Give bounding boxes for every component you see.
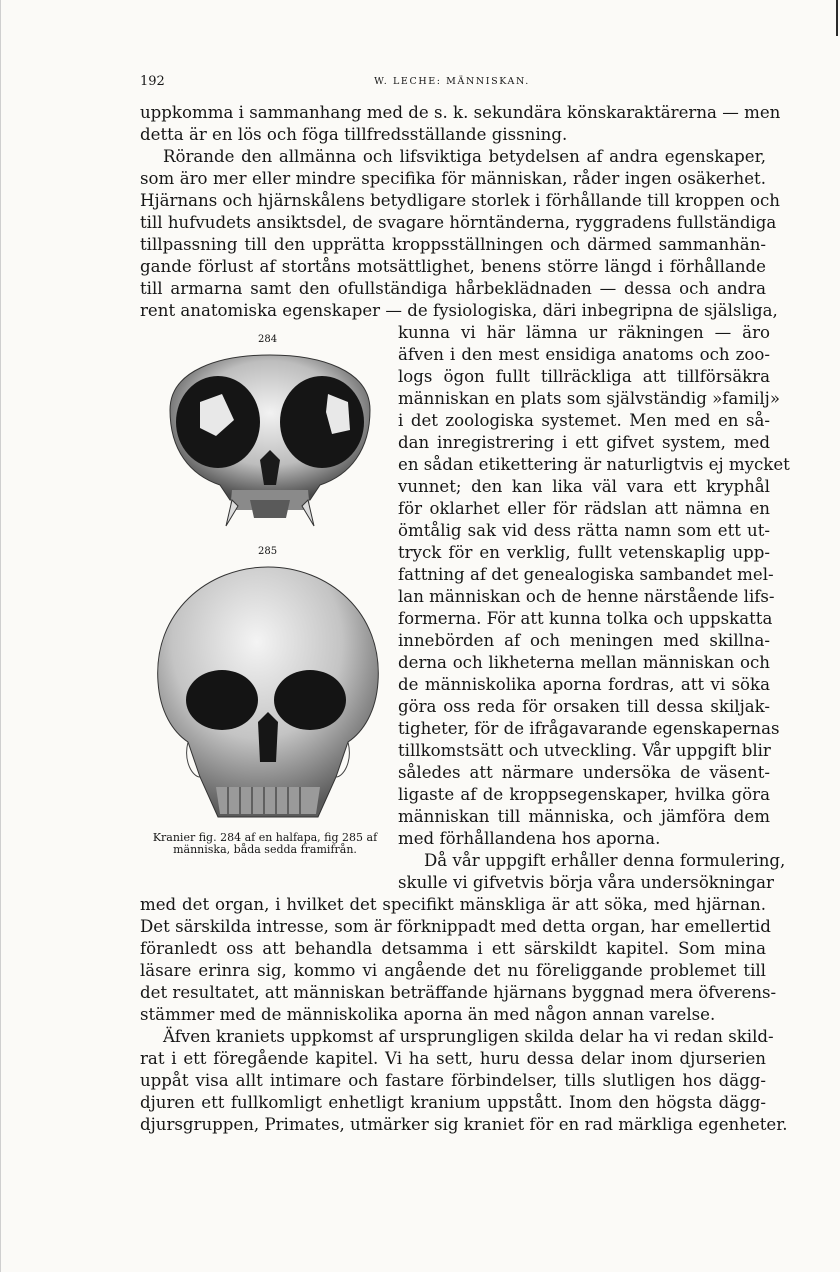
column-line: äfven i den mest ensidiga anatoms och zoo- [398,345,770,364]
text-line: djuren ett fullkomligt enhetligt kranium uppstått. Inom den högsta dägg- [140,1093,766,1112]
column-line: vunnet; den kan lika väl vara ett kryphål [398,477,770,496]
column-line: logs ögon fullt tillräckliga att tillförsäkra [398,367,770,386]
page-header [140,74,764,94]
text-line: läsare erinra sig, kommo vi angående det nu föreliggande problemet till [140,961,766,980]
text-line: stämmer med de människolika aporna än med någon annan varelse. [140,1005,716,1024]
column-line: Då vår uppgift erhåller denna formulering, [424,851,786,870]
figure-human-skull [148,562,386,830]
text-line: uppåt visa allt intimare och fastare förbindelser, tills slutligen hos dägg- [140,1071,766,1090]
column-line: derna och likheterna mellan människan och [398,653,770,672]
text-line: detta är en lös och föga tillfredsställande gissning. [140,125,568,144]
running-title: W. LECHE: MÄNNISKAN. [374,76,530,87]
caption-line: människa, båda sedda framifrån. [173,843,357,856]
text-line: som äro mer eller mindre specifika för människan, råder ingen osäkerhet. [140,169,766,188]
column-line: för oklarhet eller för rädslan att nämna en [398,499,770,518]
text-line: till armarna samt den ofullständiga hårbeklädnaden — dessa och andra [140,279,766,298]
text-line: Äfven kraniets uppkomst af ursprungligen skilda delar ha vi redan skild- [163,1027,774,1046]
column-line: således att närmare undersöka de väsent- [398,763,770,782]
column-line: tillkomstsätt och utveckling. Vår uppgift blir [398,741,771,760]
caption-line: Kranier fig. 284 af en halfapa, fig 285 af [152,831,378,844]
column-line: ömtålig sak vid dess rätta namn som ett ut- [398,521,770,540]
figure-number-285: 285 [258,546,278,557]
column-line: en sådan etikettering är naturligtvis ej mycket [398,455,790,474]
column-line: innebörden af och meningen med skillna- [398,631,770,650]
text-line: uppkomma i sammanhang med de s. k. sekundära könskaraktärerna — men [140,103,781,122]
column-line: ligaste af de kroppsegenskaper, hvilka göra [398,785,770,804]
figure-halfape-skull [160,350,380,532]
figure-number-284: 284 [258,334,278,345]
column-line: fattning af det genealogiska sambandet mel- [398,565,774,584]
text-line: Det särskilda intresse, som är förknippadt med detta organ, har emellertid [140,917,771,936]
column-line: kunna vi här lämna ur räkningen — äro [398,323,770,342]
column-line: med förhållandena hos aporna. [398,829,661,848]
column-line: dan inregistrering i ett gifvet system, med [398,433,770,452]
text-line: Rörande den allmänna och lifsviktiga betydelsen af andra egenskaper, [163,147,766,166]
column-line: göra oss reda för orsaken till dessa skiljak- [398,697,770,716]
column-line: människan en plats som självständig »familj» [398,389,780,408]
text-line: rent anatomiska egenskaper — de fysiologiska, däri inbegripna de själsliga, [140,301,778,320]
text-line: Hjärnans och hjärnskålens betydligare storlek i förhållande till kroppen och [140,191,780,210]
column-line: i det zoologiska systemet. Men med en så- [398,411,770,430]
column-line: människan till människa, och jämföra dem [398,807,770,826]
column-line: formerna. För att kunna tolka och uppskatta [398,609,773,628]
column-line: de människolika aporna fordras, att vi söka [398,675,770,694]
page-edge-mark [836,0,838,36]
column-line: tigheter, för de ifrågavarande egenskapernas [398,719,780,738]
figure-caption [140,832,390,856]
page-number: 192 [140,74,165,89]
text-line: tillpassning till den upprätta kroppsställningen och därmed sammanhän- [140,235,766,254]
text-line: till hufvudets ansiktsdel, de svagare hörntänderna, ryggradens fullständiga [140,213,777,232]
column-line: tryck för en verklig, fullt vetenskaplig upp- [398,543,770,562]
column-line: lan människan och de henne närstående lifs- [398,587,775,606]
text-line: rat i ett föregående kapitel. Vi ha sett, huru dessa delar inom djurserien [140,1049,766,1068]
text-line: med det organ, i hvilket det specifikt mänskliga är att söka, med hjärnan. [140,895,766,914]
column-line: skulle vi gifvetvis börja våra undersökningar [398,873,774,892]
text-line: föranledt oss att behandla detsamma i ett särskildt kapitel. Som mina [140,939,766,958]
text-line: gande förlust af stortåns motsättlighet, benens större längd i förhållande [140,257,766,276]
text-line: det resultatet, att människan beträffande hjärnans byggnad mera öfverens- [140,983,777,1002]
page-edge-left [0,0,1,1272]
text-line: djursgruppen, Primates, utmärker sig kraniet för en rad märkliga egenheter. [140,1115,788,1134]
